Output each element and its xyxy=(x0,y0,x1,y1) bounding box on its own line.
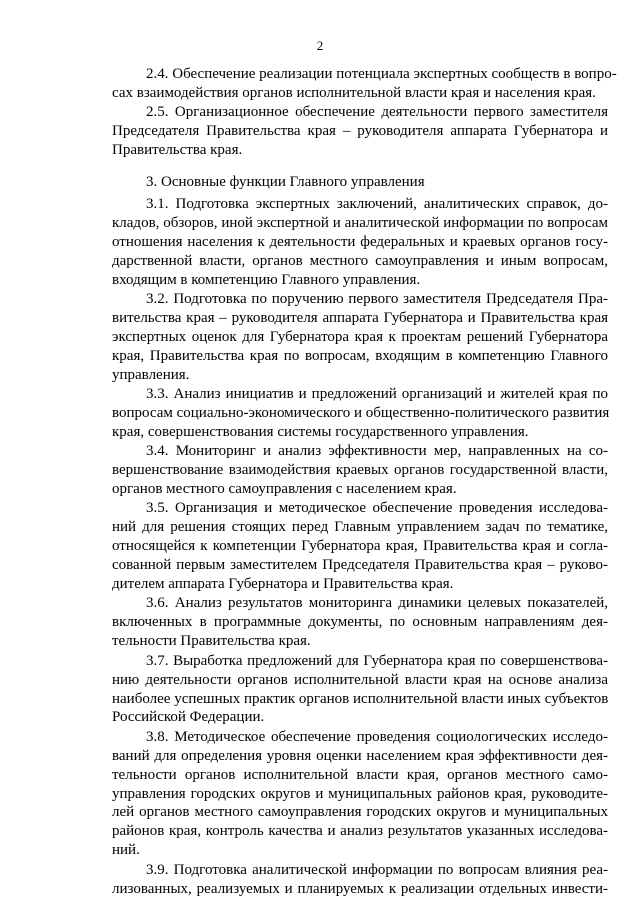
text-line: тельности Правительства края. xyxy=(112,633,311,650)
text-line: 3.5. Организация и методическое обеспечение проведения исследова- xyxy=(146,500,608,517)
document-body xyxy=(112,65,617,899)
text-line: включенных в программные документы, по основным направлениям дея- xyxy=(112,614,608,631)
paragraph-p3-8 xyxy=(112,728,608,860)
text-line: ваний для определения уровня оценки населением края эффективности дея- xyxy=(112,747,608,764)
text-line: кладов, обзоров, иной экспертной и аналитической информации по вопросам xyxy=(112,214,608,231)
text-line: 3.9. Подготовка аналитической информации по вопросам влияния реа- xyxy=(146,861,608,878)
text-line: Российской Федерации. xyxy=(112,709,265,726)
text-line: 3.2. Подготовка по поручению первого заместителя Председателя Пра- xyxy=(146,290,608,307)
text-line: относящейся к компетенции Губернатора края, Правительства края и согла- xyxy=(112,538,608,555)
text-line: сах взаимодействия органов исполнительной власти края и населения края. xyxy=(112,84,596,101)
text-line: края, Правительства края по вопросам, входящим в компетенцию Главного xyxy=(112,347,608,364)
paragraph-p3-1 xyxy=(112,195,608,290)
text-line: районов края, контроль качества и анализ результатов указанных исследова- xyxy=(112,823,608,840)
page-number: 2 xyxy=(316,38,324,53)
text-line: 3.1. Подготовка экспертных заключений, аналитических справок, до- xyxy=(146,195,608,212)
paragraph-p2-5 xyxy=(112,103,608,160)
text-line: 3.7. Выработка предложений для Губернатора края по совершенствова- xyxy=(146,652,608,669)
text-line: 2.4. Обеспечение реализации потенциала экспертных сообществ в вопро- xyxy=(146,66,617,82)
paragraph-p3-6 xyxy=(112,594,608,651)
paragraph-p3-5 xyxy=(112,499,608,594)
text-line: лизованных, реализуемых и планируемых к реализации отдельных инвести- xyxy=(112,880,608,897)
paragraph-p3-9 xyxy=(112,861,608,899)
section-2-continuation xyxy=(112,65,617,160)
text-line: экспертных оценок для Губернатора края к проектам решений Губернатора xyxy=(112,328,608,345)
text-line: входящим в компетенцию Главного управления. xyxy=(112,271,421,288)
text-line: органов местного самоуправления с населением края. xyxy=(112,481,457,498)
text-line: сованной первым заместителем Председателя Правительства края – руково- xyxy=(112,557,608,574)
text-line: края, совершенствования системы государственного управления. xyxy=(112,423,529,440)
text-line: дителем аппарата Губернатора и Правительства края. xyxy=(112,576,454,593)
paragraph-p3-3 xyxy=(112,385,608,442)
text-line: лей органов местного самоуправления городских округов и муниципальных xyxy=(112,804,608,821)
text-line: ний. xyxy=(112,842,140,859)
text-line: 3.4. Мониторинг и анализ эффективности мер, направленных на со- xyxy=(146,443,608,460)
section-3-functions xyxy=(112,195,608,899)
text-line: отношения населения к деятельности федеральных и краевых органов госу- xyxy=(112,233,608,250)
text-line: вопросам социально-экономического и общественно-политического развития xyxy=(112,404,610,421)
text-line: дарственной власти, органов местного самоуправления и иным вопросам, xyxy=(112,252,608,269)
text-line: ний для решения стоящих перед Главным управлением задач по тематике, xyxy=(112,519,608,536)
text-line: вительства края – руководителя аппарата Губернатора и Правительства края xyxy=(112,309,608,326)
paragraph-p3-2 xyxy=(112,290,608,385)
text-line: Председателя Правительства края – руководителя аппарата Губернатора и xyxy=(112,123,608,140)
text-line: наиболее успешных практик органов исполнительной власти иных субъектов xyxy=(112,690,609,707)
paragraph-p3-4 xyxy=(112,442,608,499)
text-line: управления городских округов и муниципальных районов края, руководите- xyxy=(112,785,608,802)
text-line: Правительства края. xyxy=(112,142,243,159)
text-line: тельности органов исполнительной власти края, органов местного само- xyxy=(112,766,608,783)
text-line: 3.3. Анализ инициатив и предложений организаций и жителей края по xyxy=(146,386,608,402)
text-line: 3.8. Методическое обеспечение проведения социологических исследо- xyxy=(146,728,608,745)
text-line: 3.6. Анализ результатов мониторинга динамики целевых показателей, xyxy=(146,595,608,612)
text-line: вершенствование взаимодействия краевых органов государственной власти, xyxy=(112,462,608,479)
text-line: 2.5. Организационное обеспечение деятельности первого заместителя xyxy=(146,104,608,121)
text-line: управления. xyxy=(112,366,190,383)
paragraph-p3-7 xyxy=(112,652,608,728)
section-heading: 3. Основные функции Главного управления xyxy=(146,174,425,191)
text-line: нию деятельности органов исполнительной власти края на основе анализа xyxy=(112,671,608,688)
paragraph-p2-4 xyxy=(112,65,617,103)
